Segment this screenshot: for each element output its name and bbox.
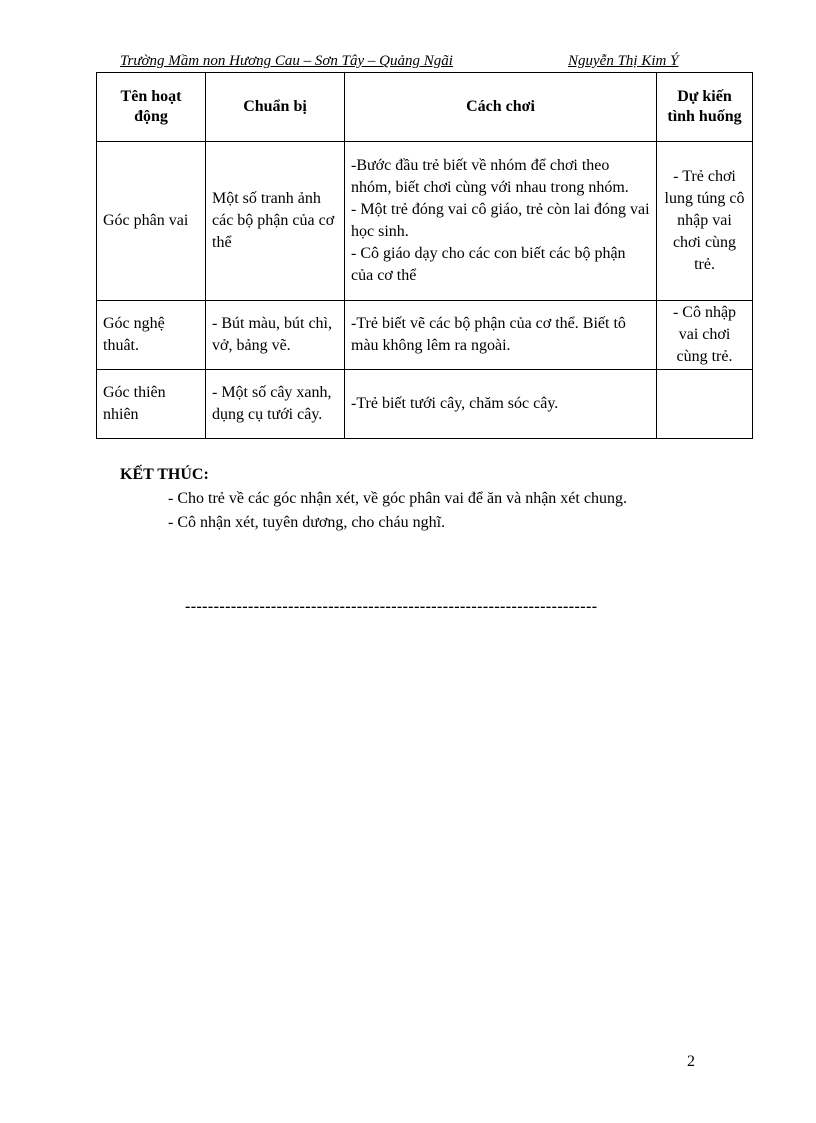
ending-line: - Cô nhận xét, tuyên dương, cho cháu nghĩ. bbox=[168, 514, 446, 531]
play-line: -Trẻ biết vẽ các bộ phận của cơ thể. Biết tô màu không lêm ra ngoài. bbox=[351, 315, 626, 354]
column-header: Chuẩn bị bbox=[206, 73, 345, 142]
activity-name-cell: Góc thiên nhiên bbox=[97, 370, 206, 439]
situation-cell: - Cô nhập vai chơi cùng trẻ. bbox=[657, 301, 753, 370]
column-header: Tên hoạt động bbox=[97, 73, 206, 142]
ending-title: KẾT THÚC: bbox=[120, 466, 209, 483]
how-to-play-cell bbox=[345, 142, 657, 301]
activity-name-cell: Góc nghệ thuât. bbox=[97, 301, 206, 370]
preparation-cell: - Một số cây xanh, dụng cụ tưới cây. bbox=[206, 370, 345, 439]
table-header-row bbox=[97, 73, 753, 142]
table-row bbox=[97, 142, 753, 301]
situation-cell bbox=[657, 370, 753, 439]
play-line: - Cô giáo dạy cho các con biết các bộ phận của cơ thể bbox=[351, 245, 626, 284]
column-header: Cách chơi bbox=[345, 73, 657, 142]
page-header bbox=[120, 53, 700, 73]
ending-section bbox=[120, 463, 720, 535]
table-row bbox=[97, 370, 753, 439]
table-row bbox=[97, 301, 753, 370]
play-line: -Trẻ biết tưới cây, chăm sóc cây. bbox=[351, 395, 559, 412]
ending-line: - Cho trẻ về các góc nhận xét, về góc phân vai để ăn và nhận xét chung. bbox=[168, 490, 627, 507]
preparation-cell: Một số tranh ảnh các bộ phận của cơ thể bbox=[206, 142, 345, 301]
how-to-play-cell bbox=[345, 370, 657, 439]
preparation-cell: - Bút màu, bút chì, vở, bảng vẽ. bbox=[206, 301, 345, 370]
school-name: Trường Mầm non Hương Cau – Sơn Tây – Quảng Ngãi bbox=[120, 53, 453, 69]
page-number: 2 bbox=[687, 1053, 695, 1070]
dashed-separator: ------------------------------------------------------------------------ bbox=[185, 598, 598, 615]
activity-name-cell: Góc phân vai bbox=[97, 142, 206, 301]
situation-cell: - Trẻ chơi lung túng cô nhập vai chơi cùng trẻ. bbox=[657, 142, 753, 301]
play-line: - Một trẻ đóng vai cô giáo, trẻ còn lai đóng vai học sinh. bbox=[351, 201, 650, 240]
play-line: -Bước đầu trẻ biết về nhóm để chơi theo nhóm, biết chơi cùng với nhau trong nhóm. bbox=[351, 157, 629, 196]
author-name: Nguyễn Thị Kim Ý bbox=[568, 53, 679, 69]
how-to-play-cell bbox=[345, 301, 657, 370]
column-header: Dự kiến tình huống bbox=[657, 73, 753, 142]
activity-table bbox=[96, 72, 753, 439]
